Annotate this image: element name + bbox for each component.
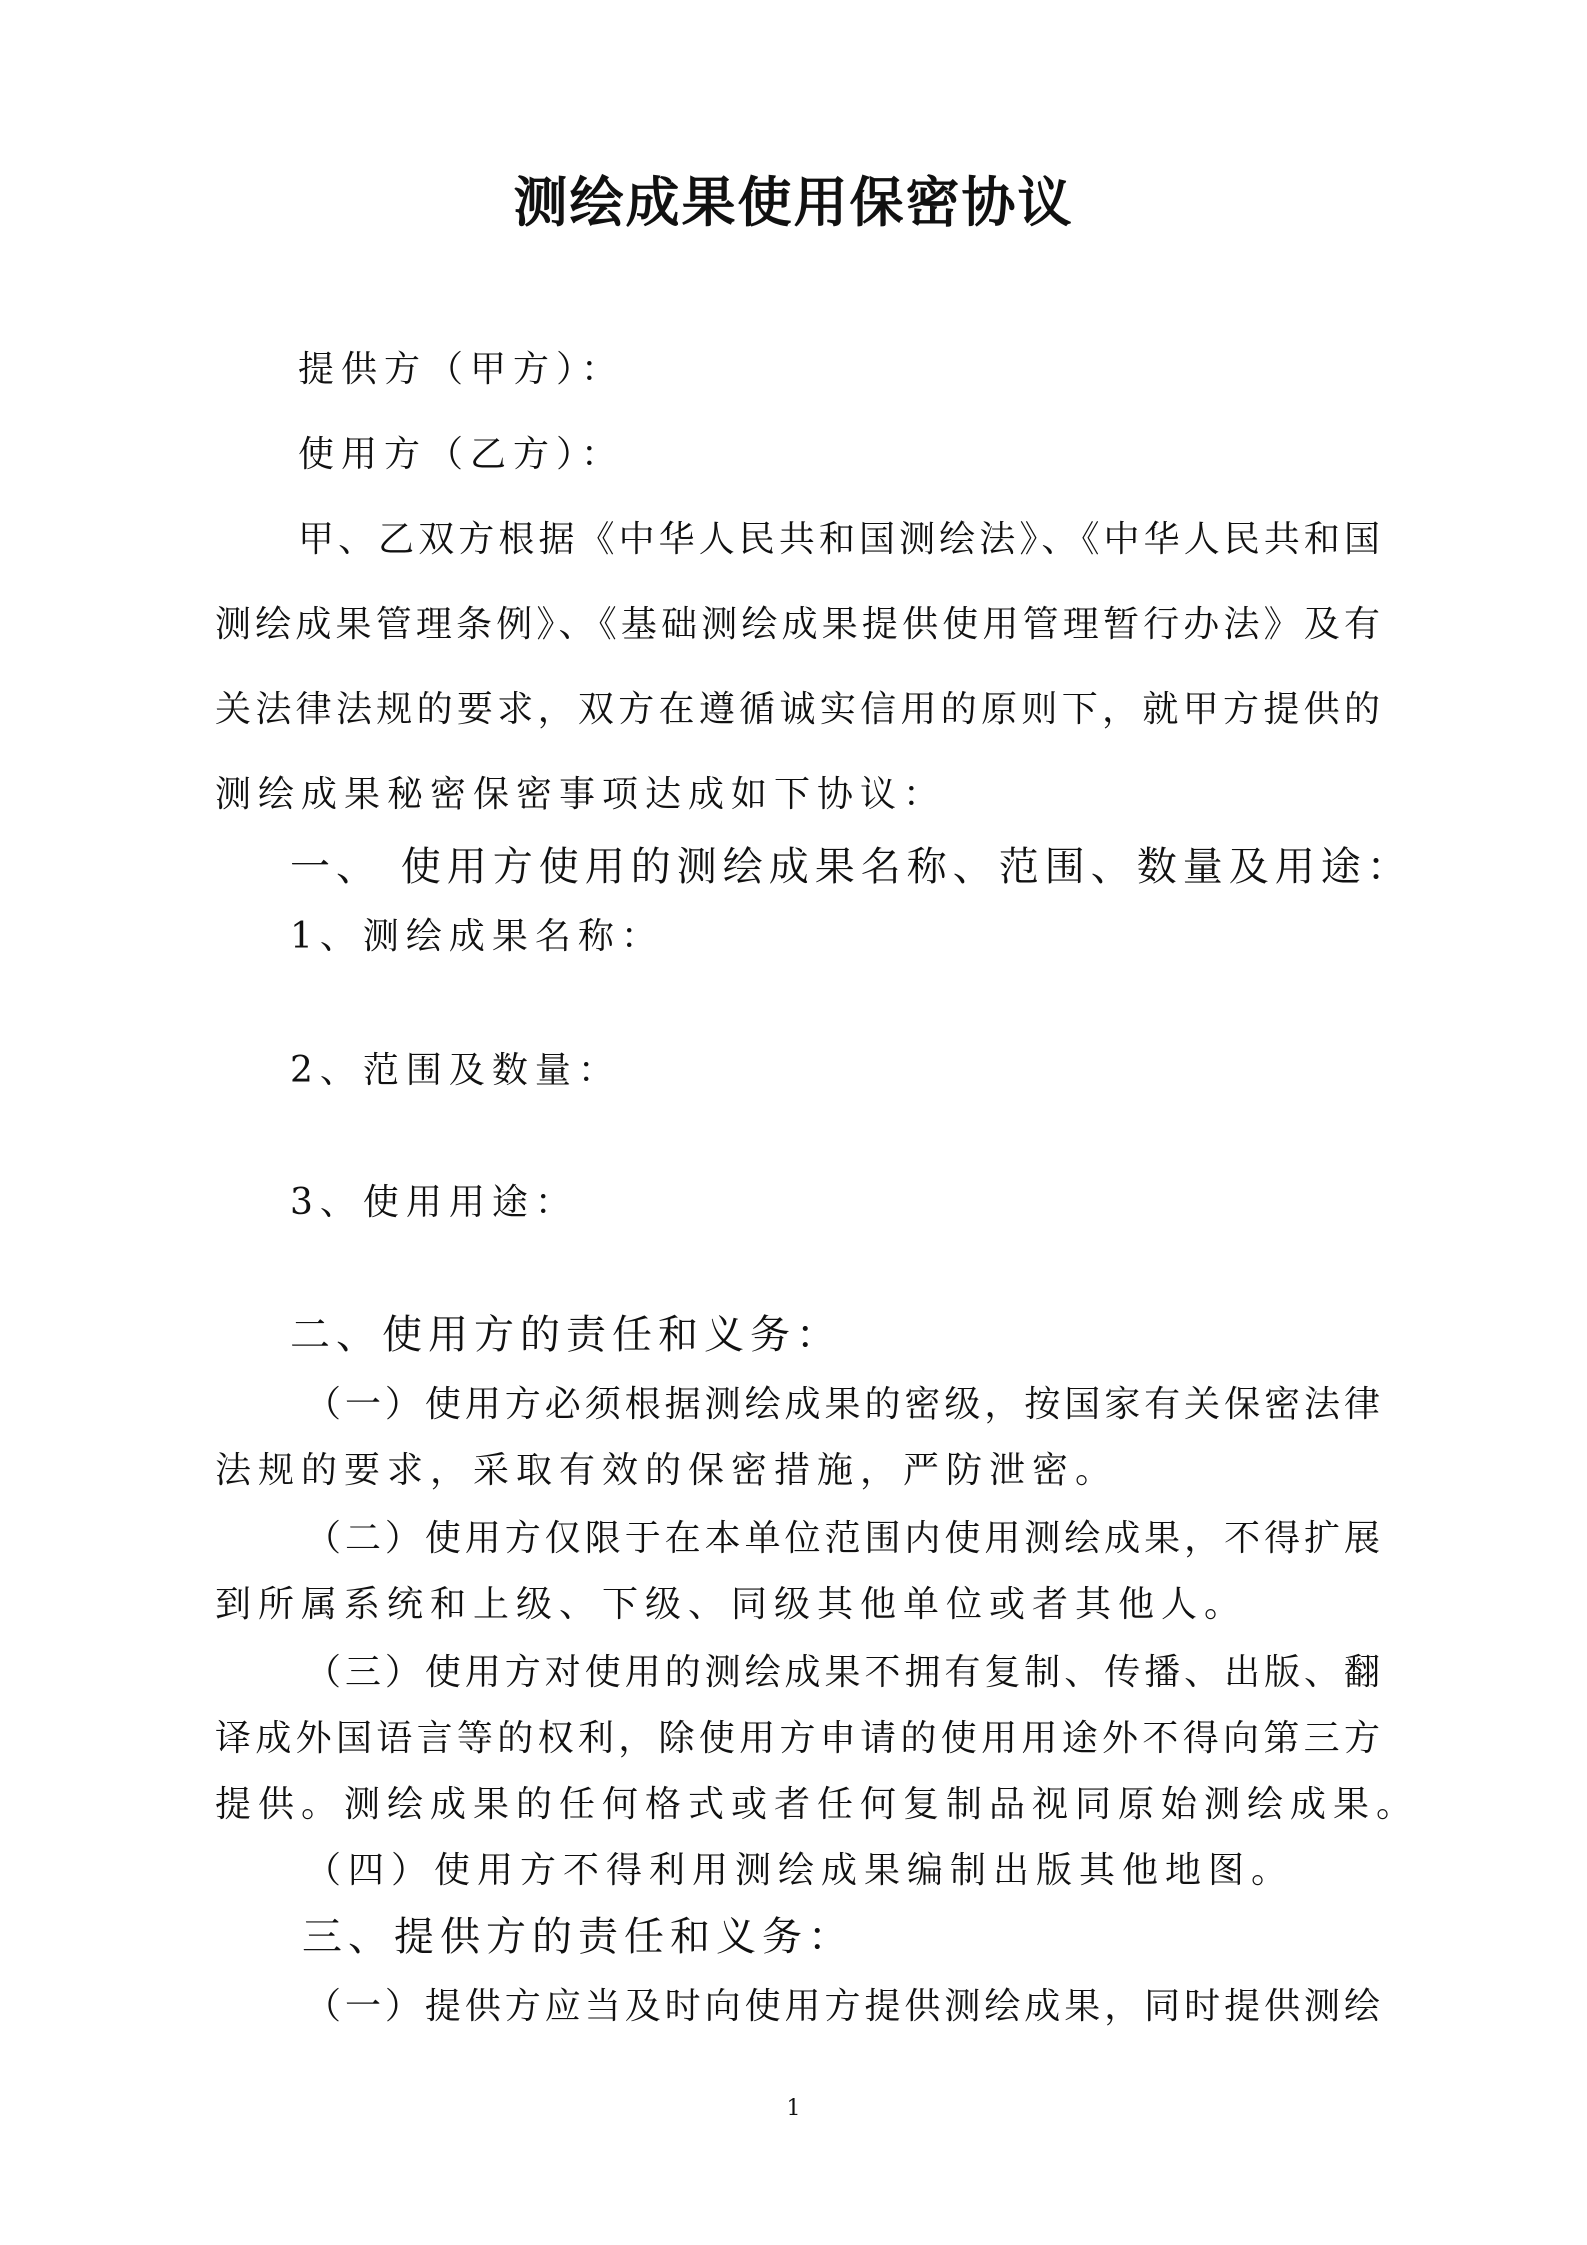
section-1-heading: 一、 使用方使用的测绘成果名称、范围、数量及用途： [290, 844, 1413, 890]
provider-label: 提供方（甲方）： [298, 349, 625, 390]
section-2-clause-1-line-2: 法规的要求，采取有效的保密措施，严防泄密。 [215, 1450, 1119, 1491]
section-2-clause-2-line-2: 到所属系统和上级、下级、同级其他单位或者其他人。 [215, 1584, 1248, 1625]
section-3-clause-1-line-1: （一）提供方应当及时向使用方提供测绘成果，同时提供测绘 [305, 1986, 1380, 2027]
section-1-item-scope: 2、范围及数量： [290, 1050, 621, 1091]
intro-line-4: 测绘成果秘密保密事项达成如下协议： [215, 774, 947, 815]
intro-line-3: 关法律法规的要求，双方在遵循诚实信用的原则下，就甲方提供的 [215, 689, 1380, 730]
user-label: 使用方（乙方）： [298, 434, 625, 475]
section-3-heading: 三、提供方的责任和义务： [302, 1914, 854, 1960]
document-title: 测绘成果使用保密协议 [513, 171, 1074, 234]
intro-line-1: 甲、乙双方根据《中华人民共和国测绘法》、《中华人民共和国 [298, 519, 1380, 560]
section-2-clause-3-line-3: 提供。测绘成果的任何格式或者任何复制品视同原始测绘成果。 [215, 1784, 1420, 1825]
page-number: 1 [786, 2096, 801, 2121]
intro-line-2: 测绘成果管理条例》、《基础测绘成果提供使用管理暂行办法》及有 [215, 604, 1380, 645]
section-2-clause-1-line-1: （一）使用方必须根据测绘成果的密级，按国家有关保密法律 [305, 1384, 1380, 1425]
section-1-item-purpose: 3、使用用途： [290, 1182, 578, 1223]
section-2-clause-4-line-1: （四）使用方不得利用测绘成果编制出版其他地图。 [305, 1850, 1295, 1891]
section-2-clause-3-line-2: 译成外国语言等的权利，除使用方申请的使用用途外不得向第三方 [215, 1718, 1380, 1759]
section-2-heading: 二、使用方的责任和义务： [290, 1312, 842, 1358]
section-1-item-name: 1、测绘成果名称： [290, 916, 664, 957]
section-2-clause-3-line-1: （三）使用方对使用的测绘成果不拥有复制、传播、出版、翻 [305, 1652, 1380, 1693]
section-2-clause-2-line-1: （二）使用方仅限于在本单位范围内使用测绘成果，不得扩展 [305, 1518, 1380, 1559]
